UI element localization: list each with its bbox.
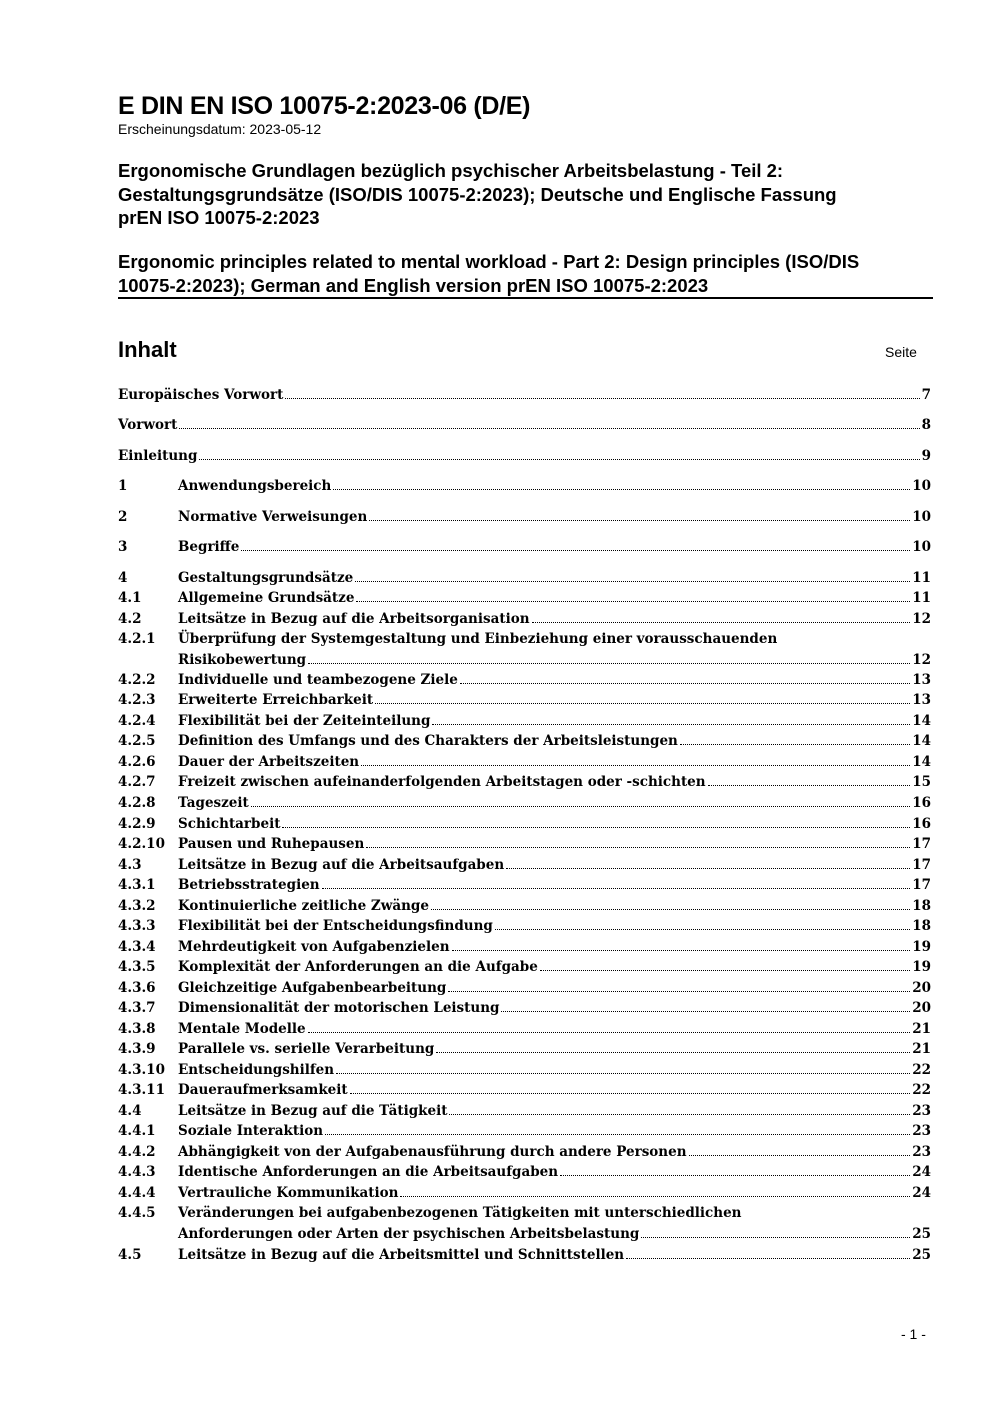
toc-entry-line	[178, 855, 931, 875]
toc-entry-page: 12	[912, 651, 931, 668]
toc-entry-line	[178, 793, 931, 813]
toc-entry-line	[178, 1162, 931, 1182]
toc-entry-line	[178, 1060, 931, 1080]
toc-dot-leader	[680, 744, 910, 745]
toc-entry-title: Mehrdeutigkeit von Aufgabenzielen	[178, 939, 450, 955]
toc-entry-line	[178, 834, 931, 854]
toc-entry-line	[178, 1245, 931, 1265]
toc-entry-title: Parallele vs. serielle Verarbeitung	[178, 1041, 435, 1057]
toc-entry-title: Pausen und Ruhepausen	[178, 836, 365, 852]
toc-entry-page: 14	[912, 754, 931, 770]
toc-entry-line	[178, 772, 931, 792]
toc-entry-title: Definition des Umfangs und des Charakters der Arbeitsleistungen	[178, 733, 678, 749]
toc-dot-leader	[361, 765, 910, 766]
toc-entry-line	[178, 998, 931, 1018]
toc-dot-leader	[308, 663, 910, 664]
toc-dot-leader	[369, 520, 910, 521]
toc-entry-number: 4.4.2	[118, 1144, 156, 1160]
toc-entry-number: 4.2.4	[118, 713, 156, 729]
toc-entry-number: 2	[118, 509, 128, 525]
toc-entry-title: Tageszeit	[178, 795, 249, 811]
toc-dot-leader	[460, 683, 910, 684]
toc-entry-page: 24	[912, 1164, 931, 1180]
toc-entry-page: 23	[912, 1123, 931, 1139]
title-german-line: Ergonomische Grundlagen bezüglich psychischer Arbeitsbelastung - Teil 2:	[118, 160, 784, 181]
toc-entry-page: 21	[912, 1041, 931, 1057]
toc-entry-number: 4.2.7	[118, 774, 156, 790]
toc-dot-leader	[560, 1175, 910, 1176]
toc-entry-number: 4.3	[118, 857, 142, 873]
toc-entry-number: 4.2.8	[118, 795, 156, 811]
toc-dot-leader	[452, 950, 911, 951]
toc-entry-title: Anwendungsbereich	[178, 478, 332, 494]
toc-dot-leader	[532, 622, 911, 623]
toc-entry-page: 25	[912, 1225, 931, 1242]
toc-entry-line	[178, 629, 931, 649]
toc-entry-line	[178, 937, 931, 957]
toc-dot-leader	[366, 847, 910, 848]
toc-entry-line	[178, 731, 931, 751]
toc-entry-page: 10	[912, 539, 931, 555]
page-number: - 1 -	[901, 1326, 926, 1342]
toc-entry-page: 19	[912, 939, 931, 955]
toc-entry-page: 14	[912, 733, 931, 749]
toc-entry-title: Überprüfung der Systemgestaltung und Einbeziehung einer vorausschauenden	[178, 631, 778, 647]
toc-entry-line	[178, 1101, 931, 1121]
toc-entry-page: 25	[912, 1247, 931, 1263]
toc-entry-title: Kontinuierliche zeitliche Zwänge	[178, 898, 429, 914]
toc-entry-title: Erweiterte Erreichbarkeit	[178, 692, 374, 708]
toc-entry-page: 22	[912, 1062, 931, 1078]
toc-dot-leader	[506, 868, 910, 869]
toc-entry-line	[178, 1203, 931, 1223]
toc-entry-title: Dauer der Arbeitszeiten	[178, 754, 360, 770]
toc-entry-page: 13	[912, 692, 931, 708]
toc-entry-page: 8	[921, 417, 931, 433]
toc-entry-title: Gleichzeitige Aufgabenbearbeitung	[178, 980, 447, 996]
title-english-line: 10075-2:2023); German and English version prEN ISO 10075-2:2023	[118, 274, 709, 296]
toc-dot-leader	[501, 1011, 910, 1012]
toc-page-column-label: Seite	[885, 344, 917, 360]
toc-entry-number: 4.3.8	[118, 1021, 156, 1037]
toc-entry-page: 11	[912, 570, 931, 586]
toc-dot-leader	[350, 1093, 911, 1094]
toc-entry-title: Gestaltungsgrundsätze	[178, 570, 354, 586]
toc-dot-leader	[336, 1073, 910, 1074]
toc-entry-line	[178, 1039, 931, 1059]
toc-entry-page: 10	[912, 478, 931, 494]
toc-dot-leader	[282, 827, 910, 828]
toc-entry-number: 4.1	[118, 590, 142, 606]
toc-entry-title: Flexibilität bei der Zeiteinteilung	[178, 713, 431, 729]
toc-entry-title: Mentale Modelle	[178, 1021, 306, 1037]
toc-entry-title: Betriebsstrategien	[178, 877, 320, 893]
toc-entry-line	[178, 1080, 931, 1100]
toc-entry-title: Komplexität der Anforderungen an die Aufgabe	[178, 959, 538, 975]
toc-entry-page: 16	[912, 795, 931, 811]
document-id: E DIN EN ISO 10075-2:2023-06 (D/E)	[118, 92, 531, 120]
toc-dot-leader	[708, 785, 911, 786]
toc-entry-number: 4.2.2	[118, 672, 156, 688]
toc-entry-number: 4.3.11	[118, 1082, 165, 1098]
toc-dot-leader	[689, 1155, 911, 1156]
toc-entry-line	[178, 957, 931, 977]
toc-entry-line	[178, 476, 931, 496]
toc-entry-number: 4.2.6	[118, 754, 156, 770]
toc-dot-leader	[322, 888, 911, 889]
toc-dot-leader	[355, 581, 910, 582]
toc-entry-title: Schichtarbeit	[178, 816, 281, 832]
toc-entry-page: 20	[912, 980, 931, 996]
toc-entry-line	[178, 752, 931, 772]
toc-dot-leader	[400, 1196, 910, 1197]
toc-entry-line	[178, 1121, 931, 1141]
toc-entry-page: 14	[912, 713, 931, 729]
toc-entry-number: 4.2	[118, 611, 142, 627]
toc-entry-page: 7	[921, 387, 931, 403]
publication-date: Erscheinungsdatum: 2023-05-12	[118, 121, 322, 137]
toc-entry-number: 4.3.10	[118, 1062, 165, 1078]
toc-dot-leader	[449, 1114, 910, 1115]
toc-dot-leader	[356, 601, 910, 602]
toc-dot-leader	[308, 1032, 911, 1033]
title-german-line: prEN ISO 10075-2:2023	[118, 207, 320, 228]
toc-dot-leader	[626, 1258, 910, 1259]
toc-entry-line	[118, 385, 931, 405]
toc-entry-title: Einleitung	[118, 448, 198, 464]
toc-entry-page: 19	[912, 959, 931, 975]
toc-entry-title: Vorwort	[118, 417, 178, 433]
toc-entry-line	[178, 1224, 931, 1244]
toc-dot-leader	[436, 1052, 910, 1053]
toc-entry-page: 20	[912, 1000, 931, 1016]
toc-entry-title: Leitsätze in Bezug auf die Tätigkeit	[178, 1103, 448, 1119]
toc-entry-number: 1	[118, 478, 128, 494]
toc-entry-title: Soziale Interaktion	[178, 1123, 324, 1139]
toc-entry-page: 9	[921, 448, 931, 464]
toc-entry-line	[178, 711, 931, 731]
toc-entry-title: Veränderungen bei aufgabenbezogenen Tätigkeiten mit unterschiedlichen	[178, 1205, 742, 1221]
toc-entry-number: 4.3.1	[118, 877, 156, 893]
toc-entry-title: Allgemeine Grundsätze	[178, 590, 355, 606]
toc-entry-line	[178, 650, 931, 670]
toc-entry-title: Individuelle und teambezogene Ziele	[178, 672, 458, 688]
toc-entry-number: 4.4.5	[118, 1205, 156, 1221]
toc-dot-leader	[641, 1237, 910, 1238]
toc-entry-title: Anforderungen oder Arten der psychischen Arbeitsbelastung	[178, 1225, 640, 1242]
toc-entry-line	[178, 670, 931, 690]
toc-entry-title: Flexibilität bei der Entscheidungsfindung	[178, 918, 493, 934]
toc-entry-page: 21	[912, 1021, 931, 1037]
toc-entry-number: 4	[118, 570, 128, 586]
header-divider	[118, 297, 933, 299]
toc-entry-number: 4.4	[118, 1103, 142, 1119]
toc-entry-number: 4.3.7	[118, 1000, 156, 1016]
toc-entry-title: Leitsätze in Bezug auf die Arbeitsaufgaben	[178, 857, 505, 873]
toc-entry-line	[178, 916, 931, 936]
toc-entry-number: 4.2.10	[118, 836, 165, 852]
toc-heading: Inhalt	[118, 337, 177, 362]
toc-entry-page: 10	[912, 509, 931, 525]
toc-dot-leader	[540, 970, 910, 971]
toc-entry-number: 4.4.4	[118, 1185, 156, 1201]
toc-entry-page: 18	[912, 918, 931, 934]
toc-entry-page: 22	[912, 1082, 931, 1098]
title-german-line: Gestaltungsgrundsätze (ISO/DIS 10075-2:2023); Deutsche und Englische Fassung	[118, 183, 837, 205]
toc-entry-page: 17	[912, 877, 931, 893]
toc-dot-leader	[448, 991, 910, 992]
toc-entry-line	[178, 537, 931, 557]
toc-entry-line	[178, 609, 931, 629]
toc-entry-title: Daueraufmerksamkeit	[178, 1082, 348, 1098]
toc-entry-page: 24	[912, 1185, 931, 1201]
toc-entry-line	[178, 875, 931, 895]
toc-entry-number: 4.5	[118, 1247, 142, 1263]
toc-entry-page: 13	[912, 672, 931, 688]
toc-entry-title: Normative Verweisungen	[178, 509, 368, 525]
toc-dot-leader	[495, 929, 910, 930]
toc-entry-line	[178, 588, 931, 608]
toc-entry-page: 23	[912, 1103, 931, 1119]
toc-entry-number: 4.3.4	[118, 939, 156, 955]
toc-entry-title: Abhängigkeit von der Aufgabenausführung durch andere Personen	[178, 1144, 687, 1160]
toc-dot-leader	[241, 550, 910, 551]
toc-dot-leader	[375, 703, 910, 704]
toc-dot-leader	[199, 459, 919, 460]
toc-dot-leader	[431, 909, 910, 910]
toc-entry-number: 4.4.1	[118, 1123, 156, 1139]
toc-entry-number: 4.3.6	[118, 980, 156, 996]
toc-entry-title: Leitsätze in Bezug auf die Arbeitsorganisation	[178, 611, 530, 627]
title-german	[118, 159, 933, 230]
toc-entry-title: Dimensionalität der motorischen Leistung	[178, 1000, 500, 1016]
toc-entry-title: Entscheidungshilfen	[178, 1062, 335, 1078]
toc-entry-title: Europäisches Vorwort	[118, 387, 284, 403]
toc-entry-page: 18	[912, 898, 931, 914]
toc-entry-line	[118, 415, 931, 435]
toc-entry-number: 4.3.2	[118, 898, 156, 914]
toc-entry-title: Leitsätze in Bezug auf die Arbeitsmittel und Schnittstellen	[178, 1247, 625, 1263]
toc-entry-number: 4.2.5	[118, 733, 156, 749]
toc-entry-line	[178, 1019, 931, 1039]
toc-entry-line	[178, 568, 931, 588]
toc-entry-number: 4.2.1	[118, 631, 156, 647]
toc-dot-leader	[251, 806, 910, 807]
toc-entry-title: Identische Anforderungen an die Arbeitsaufgaben	[178, 1164, 559, 1180]
toc-dot-leader	[179, 428, 919, 429]
title-english	[118, 250, 933, 297]
toc-entry-line	[118, 446, 931, 466]
toc-entry-number: 3	[118, 539, 128, 555]
toc-entry-title: Risikobewertung	[178, 651, 307, 668]
toc-entry-number: 4.3.9	[118, 1041, 156, 1057]
toc-entry-page: 15	[912, 774, 931, 790]
toc-dot-leader	[285, 398, 919, 399]
toc-entry-line	[178, 690, 931, 710]
toc-entry-page: 17	[912, 836, 931, 852]
toc-entry-line	[178, 1183, 931, 1203]
toc-entry-title: Begriffe	[178, 539, 240, 555]
toc-entry-title: Vertrauliche Kommunikation	[178, 1185, 399, 1201]
toc-dot-leader	[432, 724, 910, 725]
toc-dot-leader	[325, 1134, 910, 1135]
toc-entry-page: 12	[912, 611, 931, 627]
toc-entry-line	[178, 814, 931, 834]
toc-entry-page: 16	[912, 816, 931, 832]
toc-entry-number: 4.2.9	[118, 816, 156, 832]
toc-entry-page: 11	[912, 590, 931, 606]
toc-entry-number: 4.2.3	[118, 692, 156, 708]
toc-entry-number: 4.4.3	[118, 1164, 156, 1180]
title-english-line: Ergonomic principles related to mental workload - Part 2: Design principles (ISO/DIS	[118, 251, 860, 272]
toc-entry-title: Freizeit zwischen aufeinanderfolgenden Arbeitstagen oder -schichten	[178, 774, 706, 790]
toc-entry-page: 23	[912, 1144, 931, 1160]
toc-entry-line	[178, 507, 931, 527]
toc-entry-number: 4.3.3	[118, 918, 156, 934]
toc-dot-leader	[333, 489, 910, 490]
toc-entry-line	[178, 896, 931, 916]
toc-entry-page: 17	[912, 857, 931, 873]
toc-entry-line	[178, 978, 931, 998]
toc-entry-number: 4.3.5	[118, 959, 156, 975]
toc-entry-line	[178, 1142, 931, 1162]
